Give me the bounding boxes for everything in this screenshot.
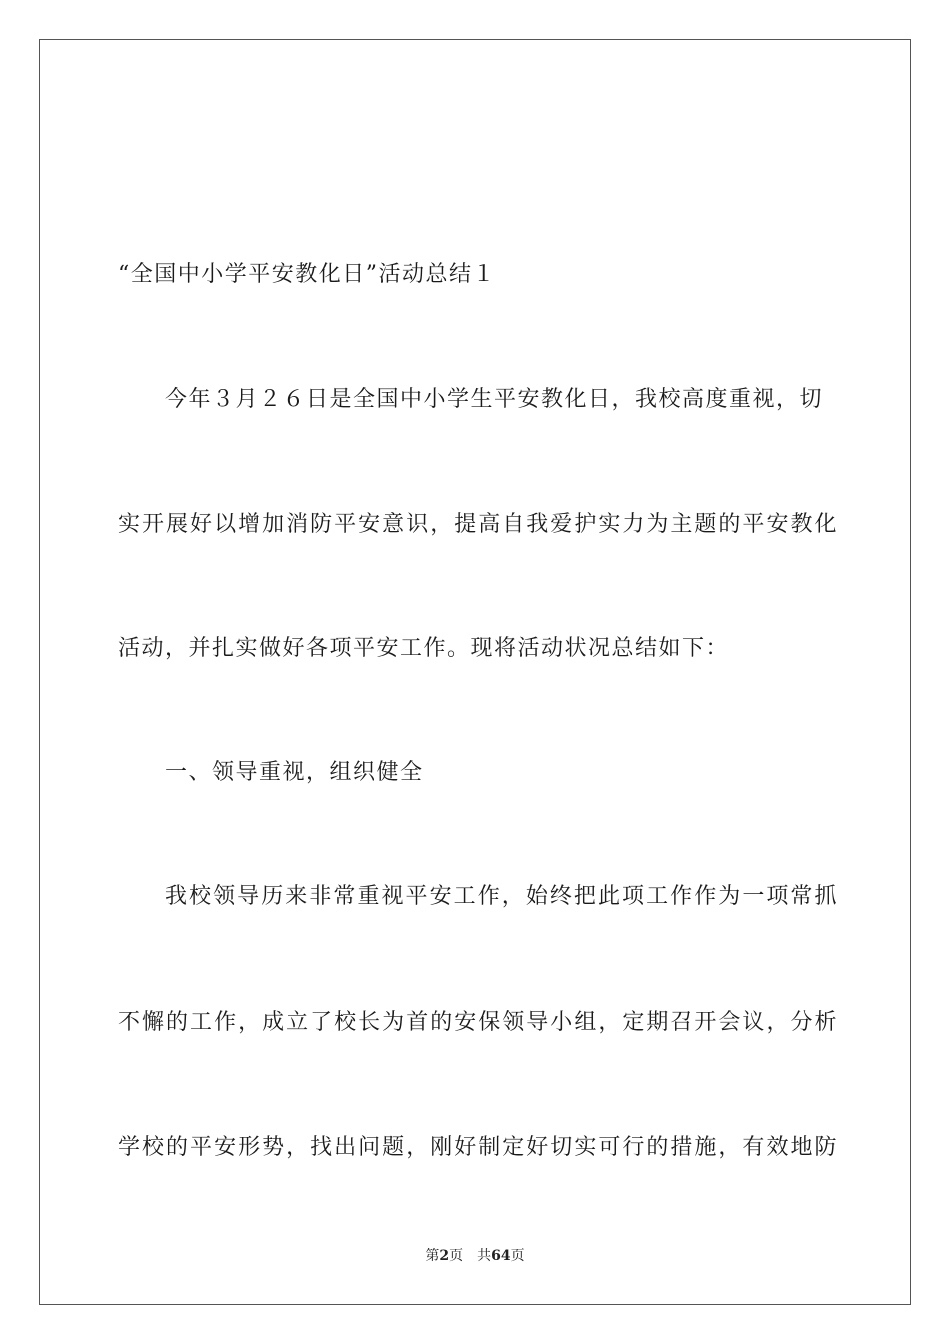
footer-page-suffix: 页	[449, 1248, 464, 1264]
footer-page-current: 2	[439, 1248, 450, 1264]
page-frame	[39, 39, 911, 1305]
document-title: “全国中小学平安教化日”活动总结１	[118, 262, 496, 287]
paragraph-line: 实开展好以增加消防平安意识，提高自我爱护实力为主题的平安教化	[118, 512, 838, 537]
footer-page-prefix: 第	[425, 1248, 440, 1264]
footer-total-prefix: 共	[477, 1248, 492, 1264]
footer-total-suffix: 页	[510, 1248, 525, 1264]
paragraph-line: 不懈的工作，成立了校长为首的安保领导小组，定期召开会议，分析	[118, 1010, 838, 1035]
paragraph-line: 我校领导历来非常重视平安工作，始终把此项工作作为一项常抓	[165, 884, 838, 909]
footer-page-total: 64	[491, 1248, 511, 1264]
page-footer	[0, 1246, 950, 1266]
section-heading: 一、领导重视，组织健全	[165, 760, 424, 785]
paragraph-line: 活动，并扎实做好各项平安工作。现将活动状况总结如下：	[118, 636, 730, 661]
paragraph-line: 学校的平安形势，找出问题，刚好制定好切实可行的措施，有效地防	[118, 1135, 838, 1160]
paragraph-line: 今年３月２６日是全国中小学生平安教化日，我校高度重视，切	[165, 387, 824, 412]
